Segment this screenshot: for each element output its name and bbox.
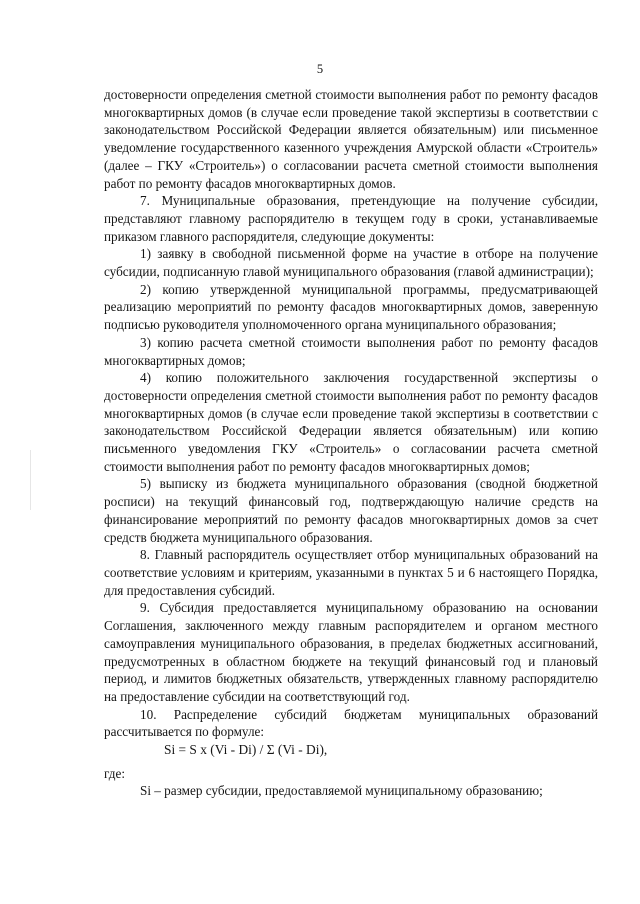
paragraph-7-item-3: 3) копию расчета сметной стоимости выполнения работ по ремонту фасадов многоквартирных домов; xyxy=(104,334,598,368)
paragraph-7-item-1: 1) заявку в свободной письменной форме на участие в отборе на получение субсидии, подписанную главой муниципального образования (главой администрации); xyxy=(104,246,598,280)
paragraph-continuation: достоверности определения сметной стоимости выполнения работ по ремонту фасадов многоквартирных домов (в случае если проведение такой экспертизы в соответствии с законодательством Российской Федерации является обязательным) или письменное уведомление государственного казенного учреждения Амурской области «Строитель» (далее – ГКУ «Строитель») о согласовании расчета сметной стоимости выполнения работ по ремонту фасадов многоквартирных домов. xyxy=(104,87,598,191)
paragraph-8: 8. Главный распорядитель осуществляет отбор муниципальных образований на соответствие условиям и критериям, указанными в пунктах 5 и 6 настоящего Порядка, для предоставления субсидий. xyxy=(104,547,598,598)
formula-variable-si: Si – размер субсидии, предоставляемой муниципальному образованию; xyxy=(140,783,543,799)
paragraph-7-item-5: 5) выписку из бюджета муниципального образования (сводной бюджетной росписи) на текущий финансовый год, подтверждающую наличие средств на финансирование мероприятий по ремонту фасадов многоквартирных домов за счет средств бюджета муниципального образования. xyxy=(104,476,598,545)
paragraph-7: 7. Муниципальные образования, претендующие на получение субсидии, представляют главному распорядителю в текущем году в сроки, устанавливаемые приказом главного распорядителя, следующие документы: xyxy=(104,193,598,244)
paragraph-7-item-2: 2) копию утвержденной муниципальной программы, предусматривающей реализацию мероприятий по ремонту фасадов многоквартирных домов, заверенную подписью руководителя уполномоченного органа муниципального образования; xyxy=(104,281,598,333)
page-number: 5 xyxy=(316,62,324,76)
document-body xyxy=(104,86,598,800)
paragraph-7-item-4: 4) копию положительного заключения государственной экспертизы о достоверности определения сметной стоимости выполнения работ по ремонту фасадов многоквартирных домов (в случае если проведение такой экспертизы в соответствии с законодательством Российской Федерации является обязательным) или копию письменного уведомления ГКУ «Строитель» о согласовании расчета сметной стоимости выполнения работ по ремонту фасадов многоквартирных домов; xyxy=(104,370,598,474)
formula-where-label: где: xyxy=(104,765,125,781)
paragraph-9: 9. Субсидия предоставляется муниципальному образованию на основании Соглашения, заключенного между главным распорядителем и органом местного самоуправления муниципального образования, в пределах бюджетных ассигнований, предусмотренных в областном бюджете на текущий финансовый год и плановый период, и лимитов бюджетных обязательств, утвержденных главному распорядителю на предоставление субсидии на соответствующий год. xyxy=(104,600,598,704)
scan-edge-mark xyxy=(30,450,31,510)
paragraph-10: 10. Распределение субсидий бюджетам муниципальных образований рассчитывается по формуле: xyxy=(104,706,598,740)
subsidy-formula: Si = S x (Vi - Di) / Σ (Vi - Di), xyxy=(164,742,328,758)
